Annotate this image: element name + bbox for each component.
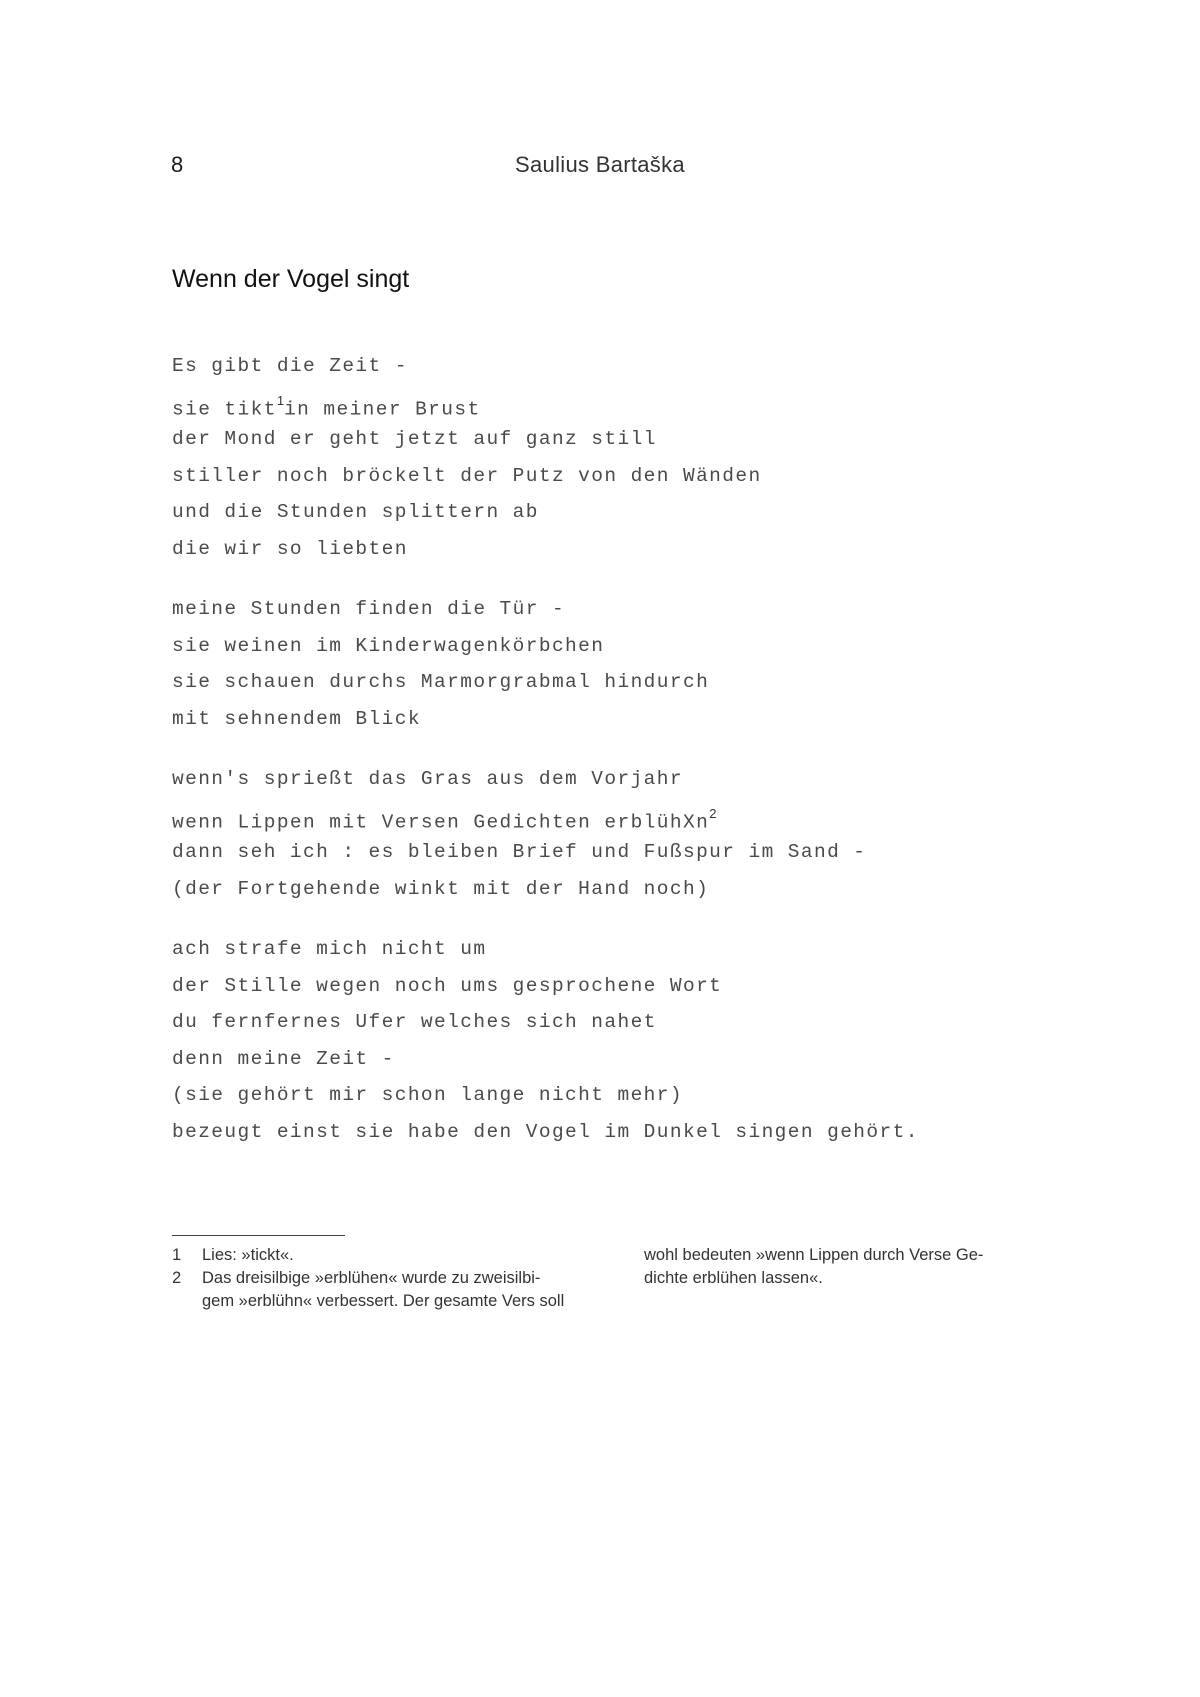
stanza-3	[172, 761, 992, 907]
footnote-marker-2: 2	[709, 805, 717, 821]
footnotes-column-left	[172, 1244, 597, 1313]
poem-line	[172, 931, 992, 968]
footnote-divider	[172, 1235, 345, 1236]
line-text: dann seh ich : es bleiben Brief und Fußspur im Sand -	[172, 841, 867, 863]
line-text: stiller noch bröckelt der Putz von den Wänden	[172, 464, 762, 487]
poem-title: Wenn der Vogel singt	[172, 265, 410, 293]
footnote-text-line: gem »erblühn« verbessert. Der gesamte Vers soll	[202, 1292, 565, 1310]
stanza-2	[172, 591, 992, 737]
line-text: der Stille wegen noch ums gesprochene Wort	[172, 974, 723, 997]
poem-line	[172, 531, 992, 568]
line-text: meine Stunden finden die Tür -	[172, 598, 566, 620]
line-text: wenn Lippen mit Versen Gedichten erblühXn	[172, 811, 710, 833]
footnote-text-line: wohl bedeuten »wenn Lippen durch Verse Ge-	[644, 1246, 984, 1264]
footnote-number: 1	[172, 1246, 182, 1264]
line-text: sie weinen im Kinderwagenkörbchen	[172, 634, 605, 657]
line-text: du fernfernes Ufer welches sich nahet	[172, 1011, 657, 1033]
running-head: Saulius Bartaška	[515, 152, 685, 177]
poem-line	[172, 628, 992, 665]
poem-line	[172, 348, 992, 385]
poem-line	[172, 1077, 992, 1114]
line-text: der Mond er geht jetzt auf ganz still	[172, 428, 657, 450]
line-text: und die Stunden splittern ab	[172, 501, 539, 523]
poem-line	[172, 385, 992, 422]
line-text: die wir so liebten	[172, 537, 408, 560]
poem-line	[172, 761, 992, 798]
stanza-4	[172, 931, 992, 1150]
poem-line	[172, 421, 992, 458]
footnotes-column-right	[644, 1244, 1044, 1290]
poem-line	[172, 834, 992, 871]
page-number: 8	[171, 152, 184, 177]
line-text: mit sehnendem Blick	[172, 707, 421, 730]
poem-line	[172, 798, 992, 835]
footnote-marker-1: 1	[276, 392, 285, 408]
poem-line	[172, 494, 992, 531]
footnote-2	[172, 1267, 597, 1313]
line-text: (sie gehört mir schon lange nicht mehr)	[172, 1084, 683, 1106]
line-text: ach strafe mich nicht um	[172, 938, 487, 960]
line-text: sie schauen durchs Marmorgrabmal hindurch	[172, 671, 710, 693]
stanza-1	[172, 348, 992, 567]
line-text: wenn's sprießt das Gras aus dem Vorjahr	[172, 768, 683, 790]
footnote-text-line: dichte erblühen lassen«.	[644, 1269, 823, 1287]
line-text-continued: in meiner Brust	[284, 398, 481, 420]
footnote-number: 2	[172, 1269, 182, 1287]
poem-line	[172, 458, 992, 495]
line-text: (der Fortgehende winkt mit der Hand noch)	[172, 877, 710, 900]
poem-line	[172, 871, 992, 908]
footnote-text: Lies: »tickt«.	[202, 1246, 294, 1264]
poem-line	[172, 664, 992, 701]
line-text: Es gibt die Zeit -	[172, 355, 408, 377]
poem-typescript	[172, 348, 992, 1174]
footnote-text-line: Das dreisilbige »erblühen« wurde zu zweisilbi-	[202, 1269, 541, 1287]
line-text: sie tikt	[172, 398, 277, 420]
line-text: denn meine Zeit -	[172, 1047, 395, 1070]
poem-line	[172, 1041, 992, 1078]
line-text: bezeugt einst sie habe den Vogel im Dunkel singen gehört.	[172, 1120, 919, 1143]
footnote-1	[172, 1244, 597, 1267]
poem-line	[172, 968, 992, 1005]
poem-line	[172, 591, 992, 628]
poem-line	[172, 1114, 992, 1151]
poem-line	[172, 1004, 992, 1041]
poem-line	[172, 701, 992, 738]
